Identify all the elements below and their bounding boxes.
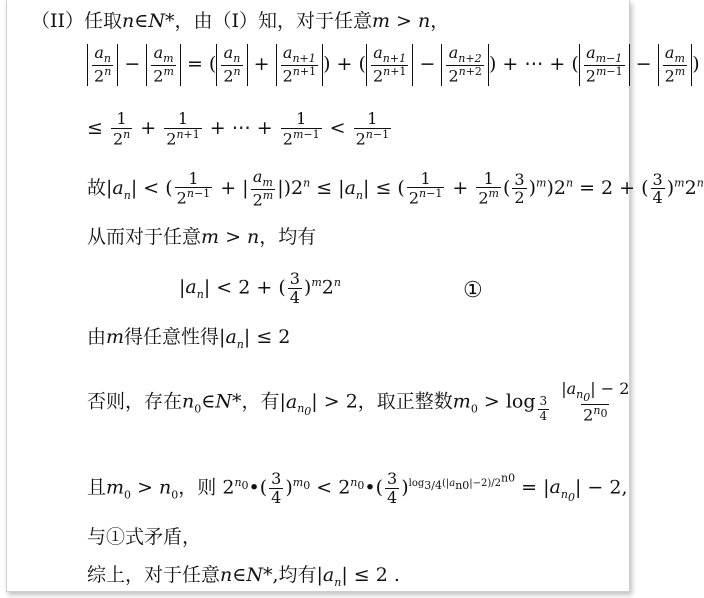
line-otherwise: 否则，存在$n_0\in N*$，有$|a_{n_0}| > 2$，取正整数$m_0 > \log$ $_{\frac{3}{4}}$ $\frac{|a_{n_0}| - 2}{2^{n_0}}$ <box>87 379 630 425</box>
line-conclusion: 综上，对于任意n∈N*,均有$|a_n| \le 2$ . <box>87 564 400 589</box>
circled-one-mark: ① <box>463 278 483 303</box>
line-arbitrariness: 由m得任意性得$|a_n| \le 2$ <box>87 326 291 351</box>
line-inequality-1: $|a_n| < 2$ + ( $\frac{3}{4}$ )$^m$2$^n$ <box>179 269 341 307</box>
line-therefore: 故$|a_n|$ < ( $\frac{1}{2^{n-1}}$ + | $\frac{a_m}{2^m}$ $|)2^n \le |a_n|$ ≤ ( $\frac{1}{2^{n-1}}$ + $\frac{1}{2^m}$ ( $\frac{3}{2}$ )$^m)2^n = 2$ + ( $\frac{3}{4}$ )$^m$2$^n$ <box>87 167 704 210</box>
line-telescoping-sum: $\frac{a_n}{2^n}$ − $\frac{a_m}{2^m}$ = ( $\frac{a_n}{2^n}$ + $\frac{a_{n+1}}{2^{n+1}}$ ) + ( $\frac{a_{n+1}}{2^{n+1}}$ − $\frac{a_{n+2}}{2^{n+2}}$ ) + ⋯ + ( $\frac{a_{m-1}}{2^{m-1}}$ − $\frac{a_m}{2^m}$ ) <box>87 44 700 86</box>
line-contradiction-setup: 且$m_0 > n_0$，则 $2^{n_0}•$( $\frac{3}{4}$ )$^{m_0} < 2^{n_0}•$( $\frac{3}{4}$ )$^{log_{3/4}(|a_{n0}|-2)/2^{n0}} = |a_{n_0}| - 2$, <box>87 469 628 507</box>
document-page <box>6 0 704 592</box>
line-contradicts: 与①式矛盾， <box>87 526 202 548</box>
line-hence: 从而对于任意m > n，均有 <box>87 226 317 248</box>
line-intro: （II）任取n∈N*，由（I）知，对于任意m > n， <box>31 10 450 32</box>
line-bound-sum: ≤ $\frac{1}{2^n}$ + $\frac{1}{2^{n+1}}$ + ⋯ + $\frac{1}{2^{m-1}}$ < $\frac{1}{2^{n-1}}$ <box>87 109 390 148</box>
